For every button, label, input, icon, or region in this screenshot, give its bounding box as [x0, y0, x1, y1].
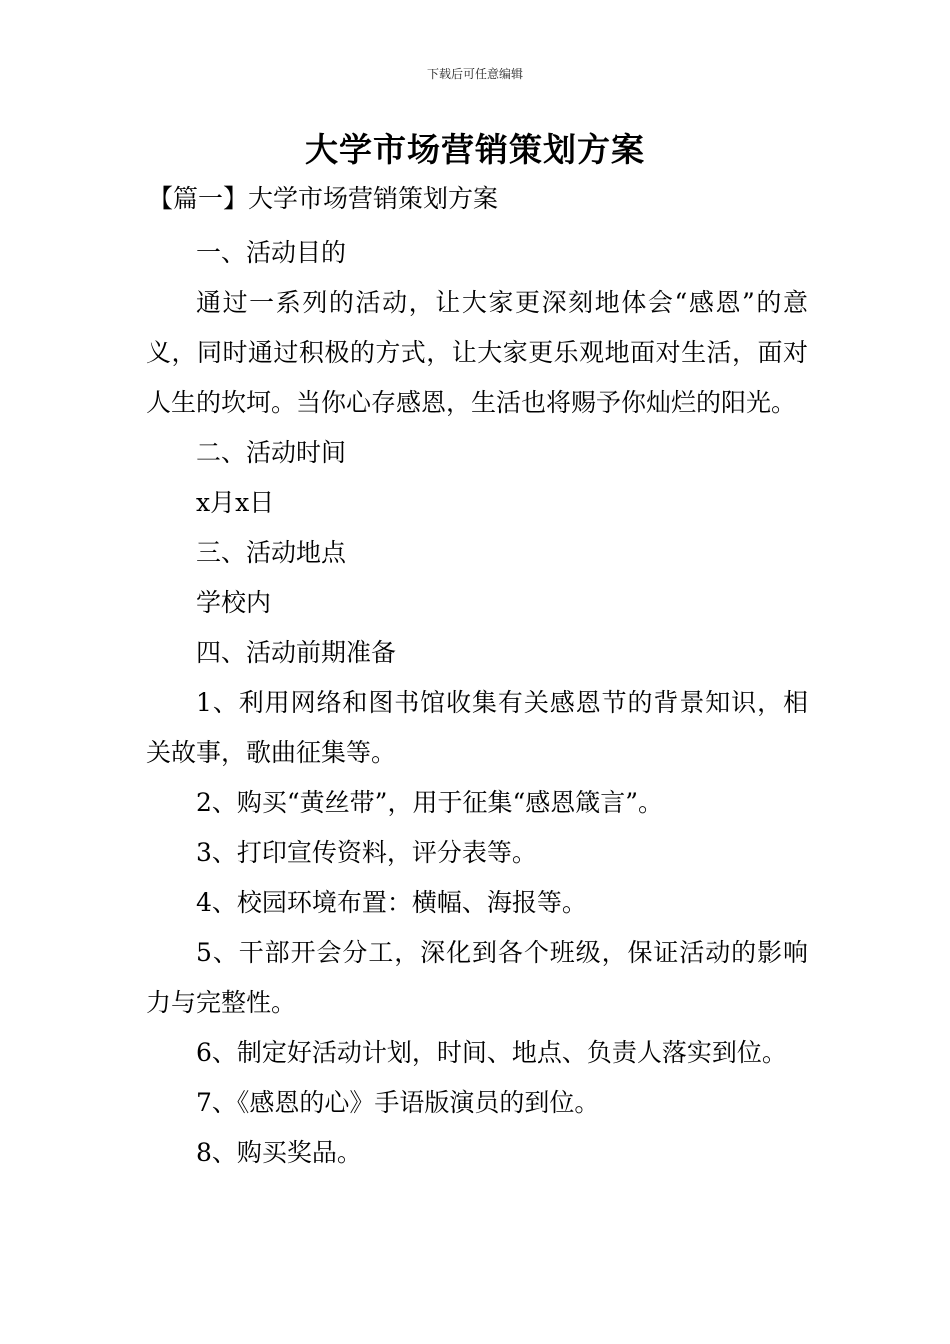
section-heading: 【篇一】大学市场营销策划方案	[148, 184, 499, 213]
list-item: 7、《感恩的心》手语版演员的到位。	[196, 1088, 600, 1117]
document-body	[146, 228, 808, 1178]
list-item: 6、制定好活动计划，时间、地点、负责人落实到位。	[196, 1038, 787, 1067]
list-item: 3、打印宣传资料，评分表等。	[196, 838, 537, 867]
list-item: 1、利用网络和图书馆收集有关感恩节的背景知识，相关故事，歌曲征集等。	[146, 688, 808, 767]
heading-preparation: 四、活动前期准备	[196, 638, 397, 667]
list-item: 4、校园环境布置：横幅、海报等。	[196, 888, 587, 917]
list-item: 2、购买“黄丝带”，用于征集“感恩箴言”。	[196, 788, 664, 817]
list-item: 5、干部开会分工，深化到各个班级，保证活动的影响力与完整性。	[146, 938, 808, 1017]
paragraph-activity-time: x月x日	[196, 488, 275, 517]
heading-activity-purpose: 一、活动目的	[196, 238, 347, 267]
list-item: 8、购买奖品。	[196, 1138, 362, 1167]
heading-activity-time: 二、活动时间	[196, 438, 347, 467]
paragraph-activity-location: 学校内	[196, 588, 272, 617]
heading-activity-location: 三、活动地点	[196, 538, 347, 567]
paragraph-activity-purpose: 通过一系列的活动，让大家更深刻地体会“感恩”的意义，同时通过积极的方式，让大家更乐观地面对生活，面对人生的坎坷。当你心存感恩，生活也将赐予你灿烂的阳光。	[146, 288, 808, 417]
document-title: 大学市场营销策划方案	[305, 130, 645, 169]
header-note: 下载后可任意编辑	[426, 67, 523, 81]
